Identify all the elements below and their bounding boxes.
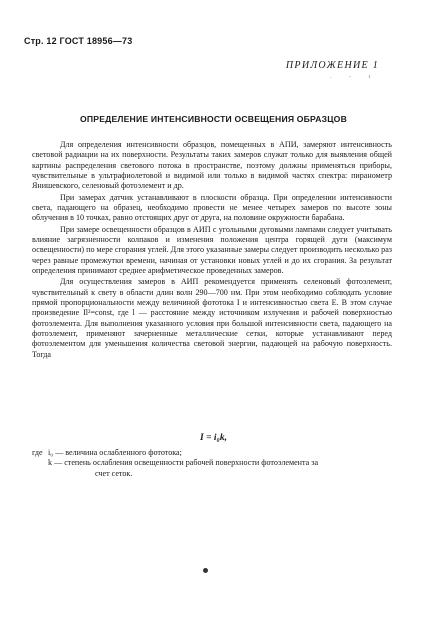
definition-k-continued: счет сеток. bbox=[95, 468, 133, 478]
section-title: ОПРЕДЕЛЕНИЕ ИНТЕНСИВНОСТИ ОСВЕЩЕНИЯ ОБРАЗЦОВ bbox=[80, 114, 347, 124]
paragraph: При замерах датчик устанавливают в плоскости образца. При определении интенсивности света, падающего на образец, необходимо провести не менее четырех замеров по высоте зоны облучения в 10 точках, равно отстоящих друг от друга, на половине окружности барабана. bbox=[32, 192, 392, 223]
paragraph: Для осуществления замеров в АИП рекомендуется применять селеновый фотоэлемент, чувствительный к свету в области длин волн 290—700 нм. При этом необходимо соблюдать условие прямой пропорциональности между величиной фототока I и интенсивностью света E. В этом случае произведение Il²=const, где l — расстояние между источником излучения и рабочей поверхностью фотоэлемента. Для выполнения указанного условия при большой интенсивности света, падающего на фотоэлемент, применяют зачерненные металлические сетки, которые устанавливают перед фотоэлементом для уменьшения количества световой энергии, падающей на рабочую поверхность. Тогда bbox=[32, 277, 392, 359]
page-dot-mark bbox=[203, 568, 208, 573]
body-text bbox=[32, 140, 392, 361]
where-word: где bbox=[32, 448, 43, 457]
definition-i0 bbox=[32, 448, 392, 458]
appendix-label: ПРИЛОЖЕНИЕ 1 bbox=[285, 60, 379, 71]
definition-text: i₀ — величина ослабленного фототока; bbox=[48, 448, 182, 457]
paragraph: Для определения интенсивности образцов, помещенных в АПИ, замеряют интенсивность световой радиации на их поверхности. Результаты таких замеров служат только для выявления общей картины распределения светового потока в пространстве, поэтому должны применяться приборы, чувствительные в ультрафиолетовой и видимой или только в видимой частях спектра: пиранометр Янишевского, селеновый фотоэлемент и др. bbox=[32, 140, 392, 191]
page-header: Стр. 12 ГОСТ 18956—73 bbox=[24, 36, 133, 46]
definition-k: k — степень ослабления освещенности рабочей поверхности фотоэлемента за bbox=[48, 458, 319, 468]
scan-marks: . - ı bbox=[330, 74, 379, 80]
formula: I = i₀k, bbox=[200, 433, 227, 443]
paragraph: При замере освещенности образцов в АИП с угольными дуговыми лампами следует учитывать влияние загрязненности колпаков и изменения положения центра горящей дуги (максимум освещенности) по мере сгорания углей. Для этого указанные замеры следует производить несколько раз через равные промежутки времени, начиная от установки новых углей и до их сгорания. За результат определения принимают среднее арифметическое проведенных замеров. bbox=[32, 224, 392, 275]
definitions bbox=[32, 448, 392, 479]
